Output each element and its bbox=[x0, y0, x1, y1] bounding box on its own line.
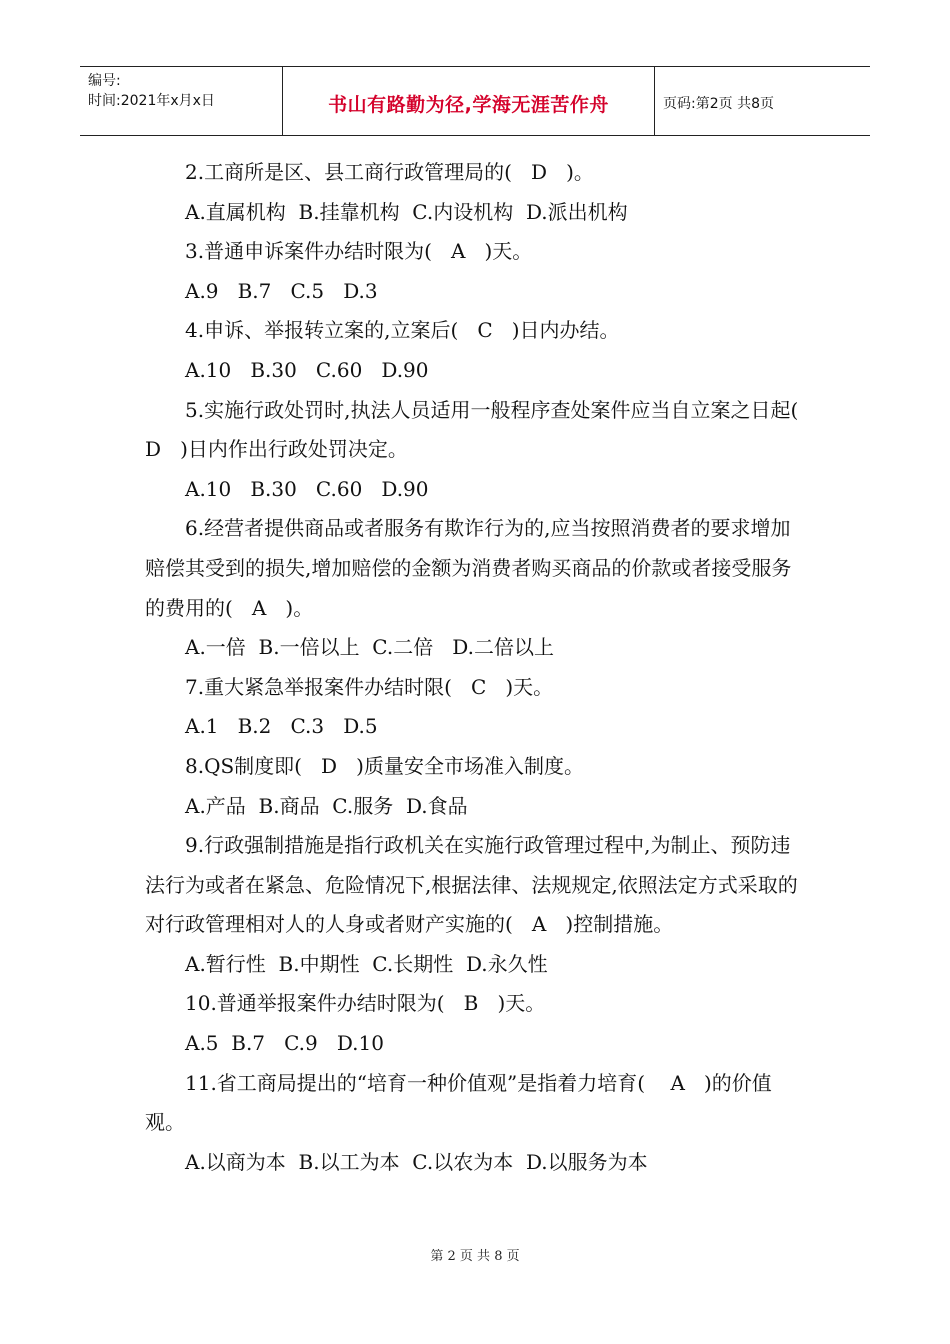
answer-options: A.以商为本 B.以工为本 C.以农为本 D.以服务为本 bbox=[185, 1149, 648, 1174]
question-text: 9.行政强制措施是指行政机关在实施行政管理过程中,为制止、预防违法行为或者在紧急、危险情况下,根据法律、法规规定,依照法定方式采取的对行政管理相对人的人身或者财产实施的( A )控制措施。 bbox=[145, 833, 798, 937]
answer-options: A.一倍 B.一倍以上 C.二倍 D.二倍以上 bbox=[185, 635, 554, 660]
answer-options: A.1 B.2 C.3 D.5 bbox=[185, 714, 378, 739]
header-motto: 书山有路勤为径,学海无涯苦作舟 bbox=[283, 67, 655, 135]
answer-options: A.产品 B.商品 C.服务 D.食品 bbox=[185, 793, 468, 818]
answer-options: A.9 B.7 C.5 D.3 bbox=[185, 278, 378, 303]
question-text: 4.申诉、举报转立案的,立案后( C )日内办结。 bbox=[185, 318, 620, 343]
page-footer: 第 2 页 共 8 页 bbox=[430, 1249, 520, 1264]
question-text: 11.省工商局提出的“培育一种价值观”是指着力培育( A )的价值观。 bbox=[145, 1070, 772, 1135]
page-header bbox=[80, 66, 870, 136]
answer-options: A.5 B.7 C.9 D.10 bbox=[185, 1031, 384, 1056]
question-text: 5.实施行政处罚时,执法人员适用一般程序查处案件应当自立案之日起( D )日内作出行政处罚决定。 bbox=[145, 397, 818, 462]
header-meta bbox=[80, 67, 283, 135]
question-text: 7.重大紧急举报案件办结时限( C )天。 bbox=[185, 674, 554, 699]
question-text: 2.工商所是区、县工商行政管理局的( D )。 bbox=[185, 160, 594, 184]
answer-options: A.直属机构 B.挂靠机构 C.内设机构 D.派出机构 bbox=[185, 199, 628, 224]
question-text: 8.QS制度即( D )质量安全市场准入制度。 bbox=[185, 753, 584, 778]
answer-options: A.10 B.30 C.60 D.90 bbox=[185, 357, 429, 382]
question-text: 3.普通申诉案件办结时限为( A )天。 bbox=[185, 239, 533, 264]
document-time-label: 时间:2021年x月x日 bbox=[88, 93, 215, 109]
document-number-label: 编号: bbox=[88, 73, 121, 89]
question-text: 10.普通举报案件办结时限为( B )天。 bbox=[185, 991, 546, 1016]
answer-options: A.暂行性 B.中期性 C.长期性 D.永久性 bbox=[185, 951, 548, 976]
document-body bbox=[145, 153, 818, 1182]
answer-options: A.10 B.30 C.60 D.90 bbox=[185, 476, 429, 501]
header-page-info: 页码:第2页 共8页 bbox=[663, 96, 774, 112]
question-text: 6.经营者提供商品或者服务有欺诈行为的,应当按照消费者的要求增加赔偿其受到的损失,增加赔偿的金额为消费者购买商品的价款或者接受服务的费用的( A )。 bbox=[145, 516, 792, 620]
